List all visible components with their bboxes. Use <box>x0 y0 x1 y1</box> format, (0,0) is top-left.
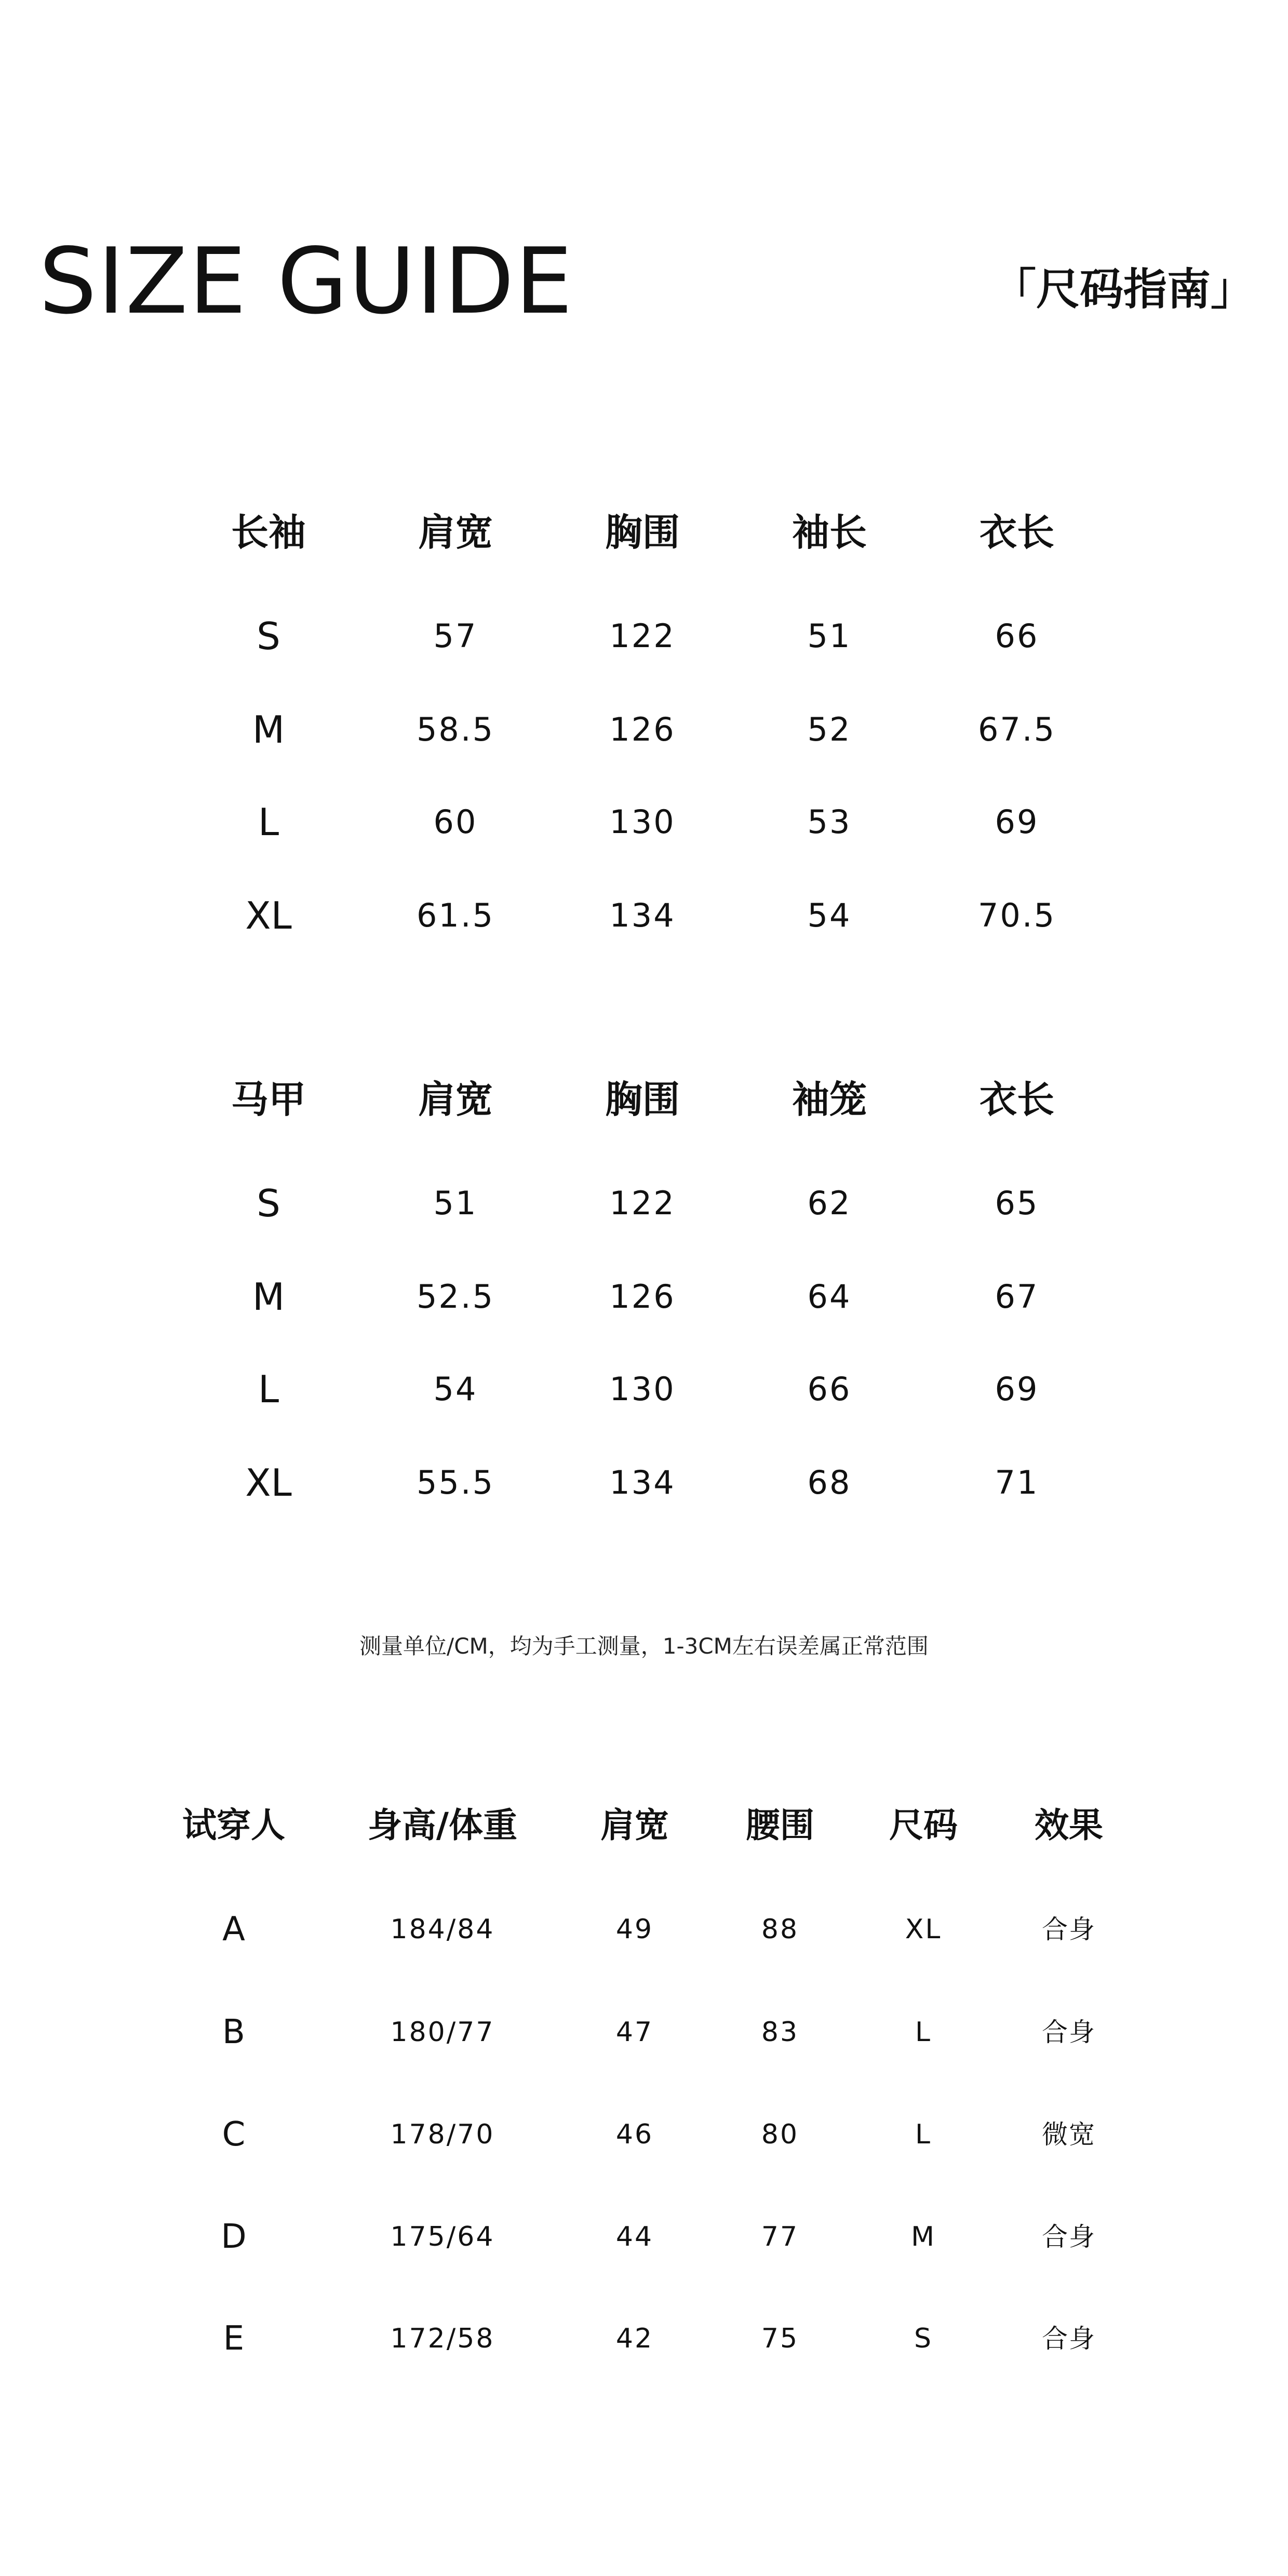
table-cell: 51 <box>433 1184 478 1222</box>
table-cell: 172/58 <box>390 2323 495 2354</box>
table-cell: 62 <box>807 1184 852 1222</box>
fit-result: 合身 <box>1042 1914 1096 1944</box>
table-row <box>0 1910 1288 1949</box>
table-header-row <box>0 1078 1288 1121</box>
table-cell: 42 <box>615 2323 654 2354</box>
fit-result: 合身 <box>1042 2017 1096 2047</box>
column-header: 衣长 <box>979 1078 1054 1121</box>
table-row <box>0 1367 1288 1411</box>
tester-label: A <box>222 1910 245 1949</box>
table-cell: 77 <box>761 2221 799 2252</box>
fit-result: 合身 <box>1042 2222 1096 2252</box>
table-cell: 49 <box>615 1914 654 1945</box>
column-header: 肩宽 <box>418 511 493 554</box>
table-cell: 130 <box>609 1370 676 1408</box>
table-cell: 46 <box>615 2119 654 2150</box>
tester-label: B <box>222 2013 245 2051</box>
table-cell: 66 <box>995 617 1039 655</box>
table-cell: 126 <box>609 710 676 748</box>
table-cell: 88 <box>761 1914 799 1945</box>
table-cell: 67.5 <box>977 710 1056 748</box>
table-row <box>0 2013 1288 2051</box>
column-header: 袖长 <box>791 511 867 554</box>
column-header: 肩宽 <box>600 1805 669 1845</box>
table-cell: M <box>911 2221 936 2252</box>
table-cell: 68 <box>807 1464 852 1501</box>
column-header: 身高/体重 <box>367 1805 518 1845</box>
column-header: 袖笼 <box>791 1078 867 1121</box>
table-cell: 51 <box>807 617 852 655</box>
column-header: 尺码 <box>889 1805 958 1845</box>
size-label: M <box>252 708 285 752</box>
table-cell: 58.5 <box>416 710 495 748</box>
table-cell: 54 <box>433 1370 478 1408</box>
column-header: 试穿人 <box>182 1805 285 1845</box>
table-cell: 70.5 <box>977 896 1056 934</box>
page-title-cn: 「尺码指南」 <box>992 264 1254 315</box>
table-cell: 69 <box>995 803 1039 841</box>
table-cell: 126 <box>609 1278 676 1316</box>
column-header: 长袖 <box>231 511 306 554</box>
column-header: 肩宽 <box>418 1078 493 1121</box>
table-cell: 44 <box>615 2221 654 2252</box>
table-cell: 134 <box>609 896 676 934</box>
tester-label: D <box>221 2218 247 2256</box>
size-label: S <box>257 614 280 658</box>
table-cell: 67 <box>995 1278 1039 1316</box>
fit-result: 合身 <box>1042 2324 1096 2354</box>
column-header: 腰围 <box>746 1805 814 1845</box>
column-header: 效果 <box>1035 1805 1103 1845</box>
table-cell: 175/64 <box>390 2221 495 2252</box>
table-row <box>0 1182 1288 1225</box>
table-cell: 69 <box>995 1370 1039 1408</box>
size-label: XL <box>245 894 292 937</box>
page-title: SIZE GUIDE <box>39 229 574 334</box>
table-cell: 64 <box>807 1278 852 1316</box>
table-cell: 55.5 <box>416 1464 495 1501</box>
table-cell: 71 <box>995 1464 1039 1501</box>
table-cell: 53 <box>807 803 852 841</box>
table-cell: 83 <box>761 2017 799 2048</box>
size-label: L <box>258 800 279 844</box>
table-cell: XL <box>905 1914 942 1945</box>
table-cell: 66 <box>807 1370 852 1408</box>
size-label: S <box>257 1182 280 1225</box>
table-cell: 178/70 <box>390 2119 495 2150</box>
table-cell: 134 <box>609 1464 676 1501</box>
table-cell: 65 <box>995 1184 1039 1222</box>
table-row <box>0 614 1288 658</box>
table-cell: 80 <box>761 2119 799 2150</box>
table-header-row <box>0 511 1288 554</box>
table-cell: L <box>915 2017 932 2048</box>
table-cell: L <box>915 2119 932 2150</box>
table-cell: S <box>914 2323 933 2354</box>
size-label: L <box>258 1367 279 1411</box>
tester-label: C <box>222 2115 246 2154</box>
fit-result: 微宽 <box>1042 2119 1096 2150</box>
table-cell: 130 <box>609 803 676 841</box>
table-cell: 184/84 <box>390 1914 495 1945</box>
table-row <box>0 800 1288 844</box>
size-label: XL <box>245 1461 292 1505</box>
column-header: 马甲 <box>231 1078 306 1121</box>
size-label: M <box>252 1275 285 1319</box>
table-cell: 61.5 <box>416 896 495 934</box>
table-cell: 52 <box>807 710 852 748</box>
table-cell: 54 <box>807 896 852 934</box>
column-header: 胸围 <box>605 511 680 554</box>
tester-label: E <box>223 2319 245 2358</box>
table-cell: 60 <box>433 803 478 841</box>
table-cell: 52.5 <box>416 1278 495 1316</box>
table-cell: 75 <box>761 2323 799 2354</box>
table-cell: 122 <box>609 1184 676 1222</box>
column-header: 胸围 <box>605 1078 680 1121</box>
table-cell: 57 <box>433 617 478 655</box>
table-cell: 122 <box>609 617 676 655</box>
measurement-note: 测量单位/CM，均为手工测量，1-3CM左右误差属正常范围 <box>359 1633 929 1659</box>
column-header: 衣长 <box>979 511 1054 554</box>
table-cell: 47 <box>615 2017 654 2048</box>
table-cell: 180/77 <box>390 2017 495 2048</box>
